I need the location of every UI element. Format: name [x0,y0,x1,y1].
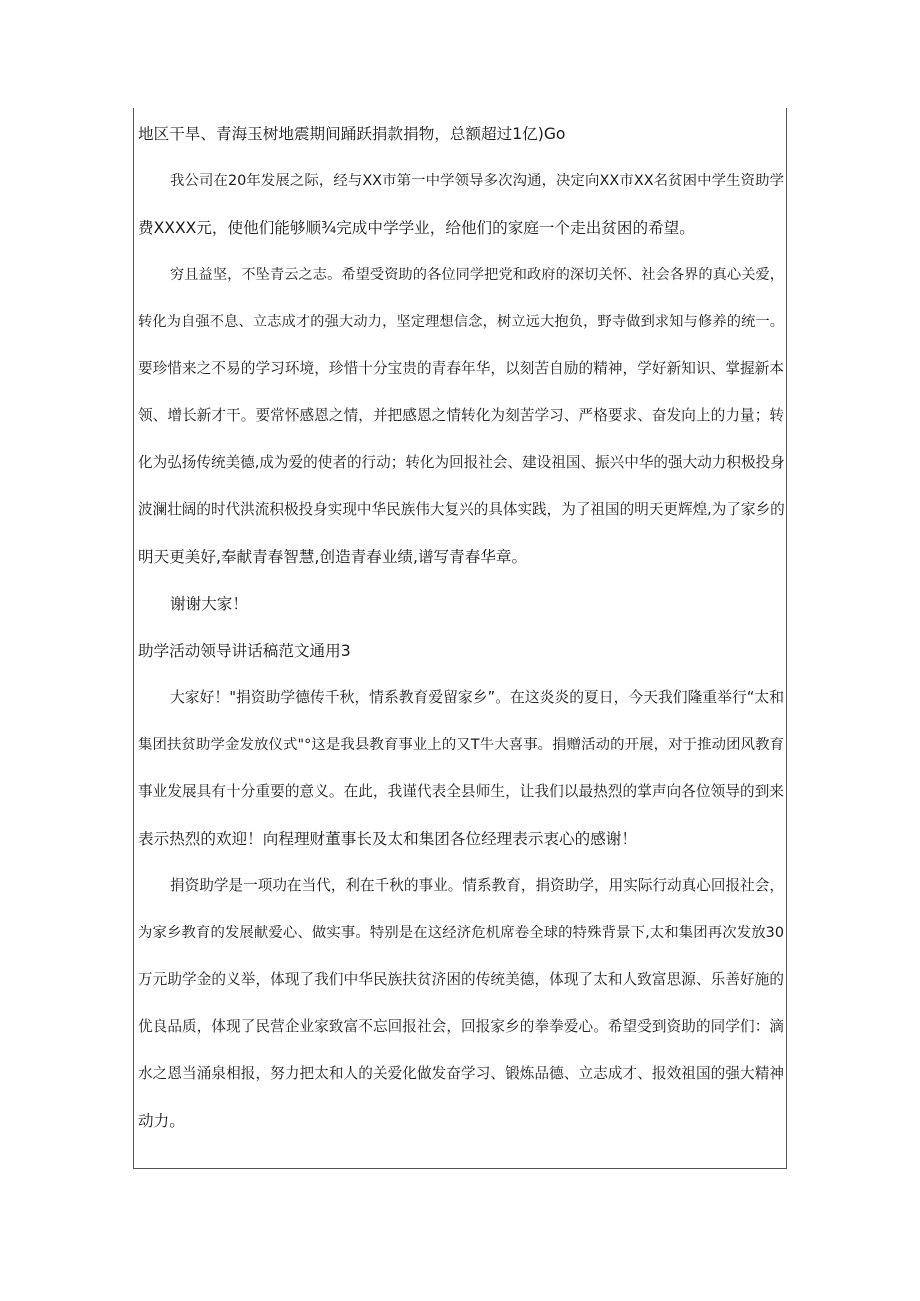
text-line: 表示热烈的欢迎！向程理财董事长及太和集团各位经理表示衷心的感谢！ [138,830,638,848]
text-line: 费XXXX元，使他们能够顺¾完成中学学业，给他们的家庭一个走出贫困的希望。 [138,219,695,237]
text-line: 为家乡教育的发展献爱心、做实事。特别是在这经济危机席卷全球的特殊背景下,太和集团再次发放30 [138,925,784,941]
text-line: 动力。 [138,1112,185,1130]
text-line: 穷且益坚，不坠青云之志。希望受资助的各位同学把党和政府的深切关怀、社会各界的真心关爱， [170,267,784,283]
text-line: 集团扶贫助学金发放仪式"°这是我县教育事业上的又T牛大喜事。捐赠活动的开展，对于推动团风教育 [138,737,784,753]
text-line: 化为弘扬传统美德,成为爱的使者的行动；转化为回报社会、建设祖国、振兴中华的强大动力积极投身 [138,454,785,471]
page-frame [133,108,787,1169]
section-title: 助学活动领导讲话稿范文通用3 [138,642,351,660]
text-line: 明天更美好,奉献青春智慧,创造青春业绩,谱写青春华章。 [138,548,528,566]
text-line: 优良品质，体现了民营企业家致富不忘回报社会，回报家乡的拳拳爱心。希望受到资助的同学们：滴 [138,1018,784,1035]
text-line: 我公司在20年发展之际，经与XX市第一中学领导多次沟通，决定向XX市XX名贫困中学生资助学 [170,173,784,189]
text-line: 转化为自强不息、立志成才的强大动力，坚定理想信念，树立远大抱负，野寺做到求知与修养的统一。 [138,314,784,330]
text-line: 捐资助学是一项功在当代，利在千秋的事业。情系教育，捐资助学，用实际行动真心回报社会， [170,877,784,894]
text-line: 领、增长新才干。要常怀感恩之情，并把感恩之情转化为刻苦学习、严格要求、奋发向上的力量；转 [138,407,784,424]
text-line: 事业发展具有十分重要的意义。在此，我谨代表全县师生，让我们以最热烈的掌声向各位领导的到来 [138,783,784,800]
text-line: 要珍惜来之不易的学习环境，珍惜十分宝贵的青春年华，以刻苦自励的精神，学好新知识、掌握新本 [138,360,784,377]
text-line: 大家好！"捐资助学德传千秋，情系教育爱留家乡”。在这炎炎的夏日，今天我们隆重举行“太和 [170,689,785,706]
text-line: 谢谢大家！ [170,595,248,613]
text-line: 水之恩当涌泉相报，努力把太和人的关爱化做发奋学习、锻炼品德、立志成才、报效祖国的强大精神 [138,1065,784,1082]
text-line: 万元助学金的义举，体现了我们中华民族扶贫济困的传统美德，体现了太和人致富思源、乐善好施的 [138,971,784,988]
text-line: 波澜壮阔的时代洪流积极投身实现中华民族伟大复兴的具体实践，为了祖国的明天更辉煌,为了家乡的 [138,501,785,518]
text-line: 地区干旱、青海玉树地震期间踊跃捐款捐物，总额超过1亿)Go [138,125,566,143]
